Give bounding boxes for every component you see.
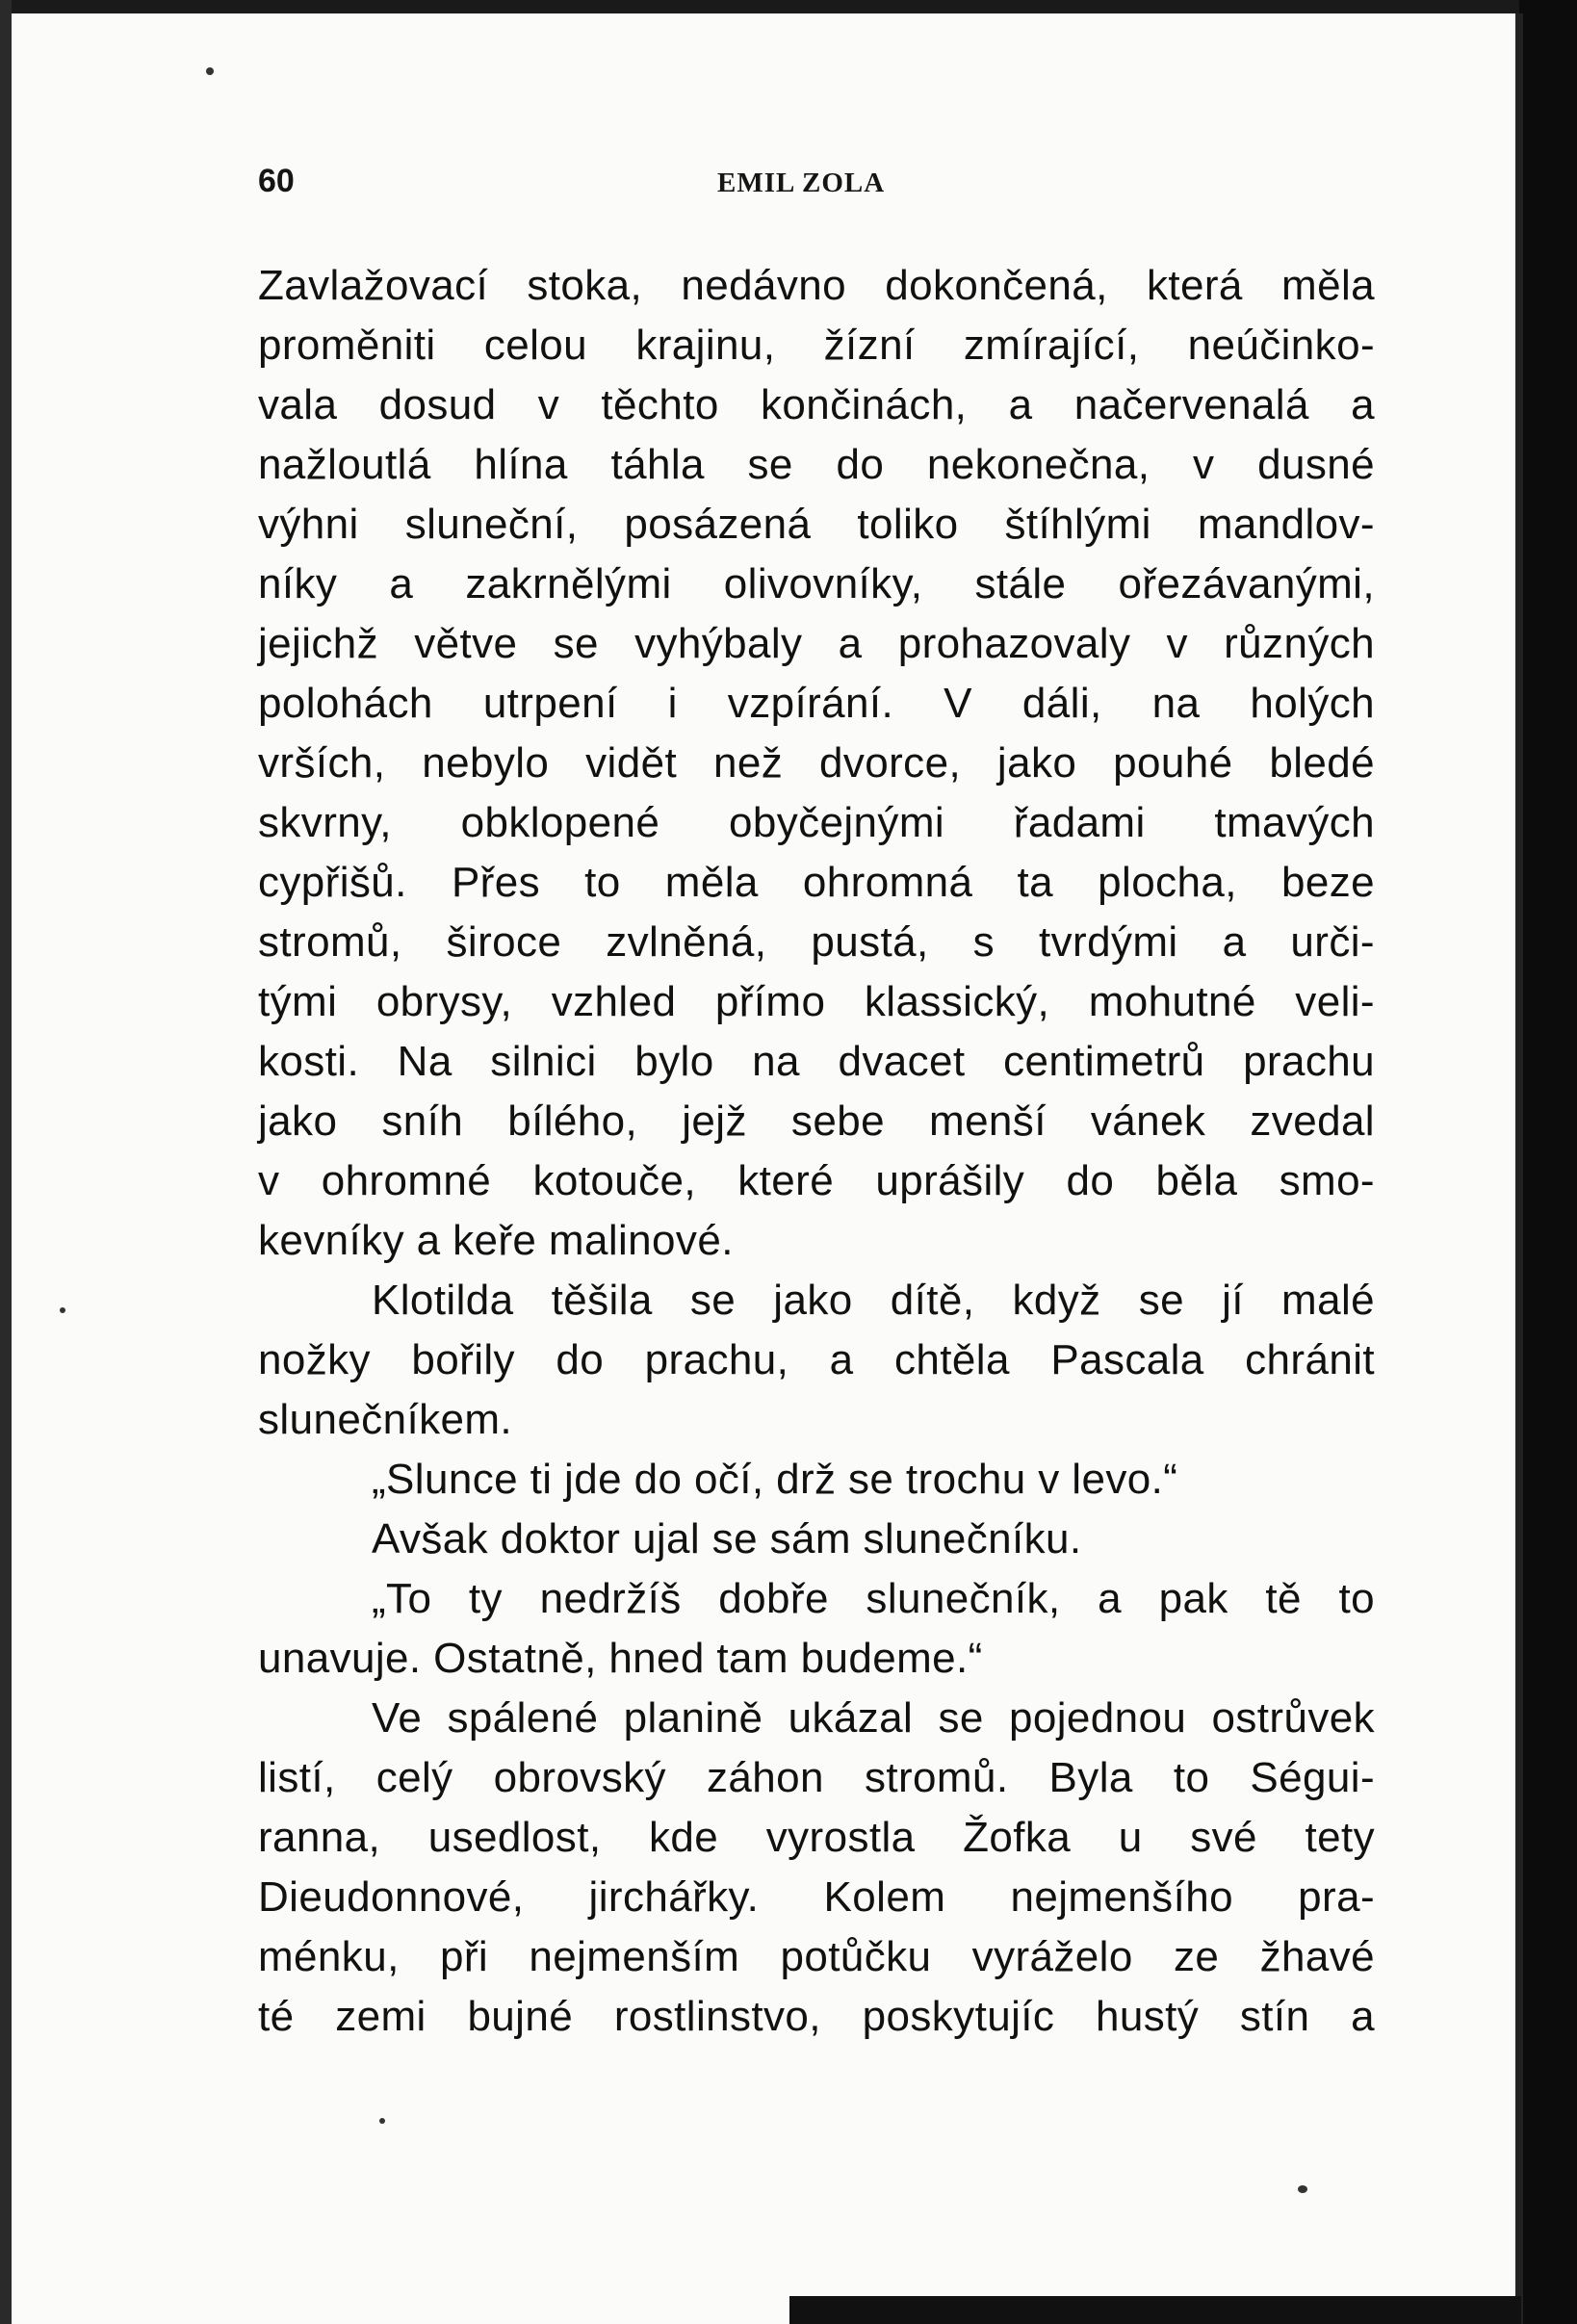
text-line: stromů, široce zvlněná, pustá, s tvrdými a urči- xyxy=(258,918,1375,966)
page-binding-edge xyxy=(1519,0,1577,2324)
scan-speck xyxy=(379,2118,385,2124)
text-line: jako sníh bílého, jejž sebe menší vánek zvedal xyxy=(258,1097,1375,1145)
text-line: skvrny, obklopené obyčejnými řadami tmavých xyxy=(258,799,1375,846)
text-line: kosti. Na silnici bylo na dvacet centimetrů prachu xyxy=(258,1038,1375,1085)
text-line: Ve spálené planině ukázal se pojednou ostrůvek xyxy=(372,1694,1375,1742)
text-line: Dieudonnové, jirchářky. Kolem nejmenšího pra- xyxy=(258,1873,1375,1921)
text-line: cypřišů. Přes to měla ohromná ta plocha, beze xyxy=(258,859,1375,906)
page-number: 60 xyxy=(258,163,295,199)
text-line: unavuje. Ostatně, hned tam budeme.“ xyxy=(258,1635,983,1682)
text-line: proměniti celou krajinu, žízní zmírající, neúčinko- xyxy=(258,322,1375,369)
spine-shadow xyxy=(1515,13,1523,2324)
text-line: „Slunce ti jde do očí, drž se trochu v levo.“ xyxy=(372,1456,1178,1503)
body-text xyxy=(258,256,1375,2047)
running-title: EMIL ZOLA xyxy=(717,168,886,198)
text-line: ranna, usedlost, kde vyrostla Žofka u své tety xyxy=(258,1814,1375,1861)
text-line: „To ty nedržíš dobře slunečník, a pak tě to xyxy=(372,1575,1375,1622)
text-line: Avšak doktor ujal se sám slunečníku. xyxy=(372,1515,1082,1562)
page-top-edge xyxy=(0,0,1577,13)
text-line: kevníky a keře malinové. xyxy=(258,1217,734,1264)
page-left-edge xyxy=(0,0,12,2324)
scan-speck xyxy=(1298,2185,1307,2193)
text-line: jejichž větve se vyhýbaly a prohazovaly v různých xyxy=(258,620,1375,667)
text-line: Klotilda těšila se jako dítě, když se jí malé xyxy=(372,1277,1375,1324)
text-line: vrších, nebylo vidět než dvorce, jako pouhé bledé xyxy=(258,739,1375,787)
text-line: Zavlažovací stoka, nedávno dokončená, která měla xyxy=(258,262,1375,309)
text-line: nažloutlá hlína táhla se do nekonečna, v dusné xyxy=(258,441,1375,488)
text-line: ménku, při nejmenším potůčku vyráželo ze žhavé xyxy=(258,1933,1375,1980)
text-line: níky a zakrnělými olivovníky, stále ořezávanými, xyxy=(258,560,1375,607)
text-line: polohách utrpení i vzpírání. V dáli, na holých xyxy=(258,680,1375,727)
text-line: vala dosud v těchto končinách, a načervenalá a xyxy=(258,381,1375,428)
text-line: listí, celý obrovský záhon stromů. Byla to Ségui- xyxy=(258,1754,1375,1801)
scan-speck xyxy=(60,1307,65,1313)
text-line: nožky bořily do prachu, a chtěla Pascala chránit xyxy=(258,1336,1375,1383)
scan-speck xyxy=(206,67,214,75)
text-line: té zemi bujné rostlinstvo, poskytujíc hustý stín a xyxy=(258,1993,1375,2040)
text-line: v ohromné kotouče, které uprášily do běla smo- xyxy=(258,1157,1375,1204)
text-line: slunečníkem. xyxy=(258,1396,513,1443)
text-line: výhni sluneční, posázená toliko štíhlými mandlov- xyxy=(258,501,1375,548)
text-line: tými obrysy, vzhled přímo klassický, mohutné veli- xyxy=(258,978,1375,1025)
running-head xyxy=(0,162,1577,200)
page-bottom-edge xyxy=(789,2296,1521,2324)
